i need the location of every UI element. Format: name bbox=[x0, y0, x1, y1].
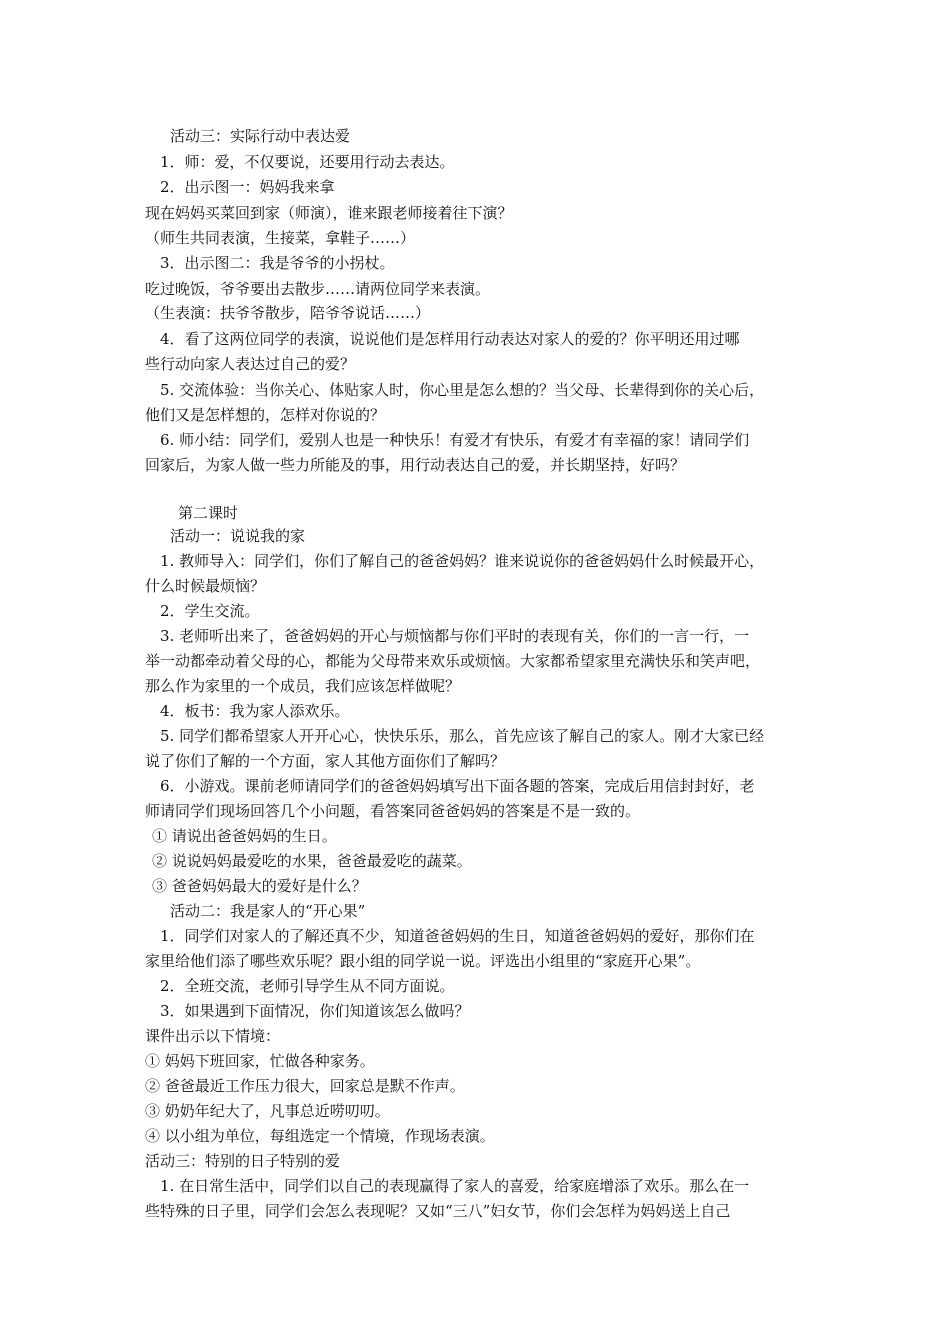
text-line: 1. 在日常生活中，同学们以自己的表现赢得了家人的喜爱，给家庭增添了欢乐。那么在一 bbox=[160, 1177, 750, 1195]
list-item: ③ 奶奶年纪大了，凡事总近唠叨叨。 bbox=[145, 1102, 390, 1120]
text-line: （师生共同表演，生接菜，拿鞋子……） bbox=[145, 229, 416, 247]
text-line: 6. 师小结：同学们，爱别人也是一种快乐！有爱才有快乐，有爱才有幸福的家！请同学们 bbox=[160, 431, 750, 449]
text-line: 活动一：说说我的家 bbox=[170, 527, 306, 545]
text-line: 2．出示图一：妈妈我来拿 bbox=[160, 178, 335, 196]
text-line: 家里给他们添了哪些欢乐呢？跟小组的同学说一说。评选出小组里的“家庭开心果”。 bbox=[145, 952, 701, 970]
text-line: 1．师：爱，不仅要说，还要用行动去表达。 bbox=[160, 153, 455, 171]
text-line: 3．出示图二：我是爷爷的小拐杖。 bbox=[160, 254, 395, 272]
text-line: 活动三：特别的日子特别的爱 bbox=[145, 1152, 341, 1170]
list-item: ④ 以小组为单位，每组选定一个情境，作现场表演。 bbox=[145, 1127, 495, 1145]
text-line: 1. 教师导入：同学们，你们了解自己的爸爸妈妈？谁来说说你的爸爸妈妈什么时候最开心， bbox=[160, 552, 765, 570]
text-line: 吃过晚饭，爷爷要出去散步……请两位同学来表演。 bbox=[145, 280, 491, 298]
text-line: 什么时候最烦恼？ bbox=[145, 577, 266, 595]
list-item: ① 请说出爸爸妈妈的生日。 bbox=[152, 827, 337, 845]
text-line: 3. 老师听出来了，爸爸妈妈的开心与烦恼都与你们平时的表现有关，你们的一言一行，一 bbox=[160, 627, 750, 645]
text-line: 1．同学们对家人的了解还真不少，知道爸爸妈妈的生日，知道爸爸妈妈的爱好，那你们在 bbox=[160, 927, 755, 945]
text-line: 4．看了这两位同学的表演，说说他们是怎样用行动表达对家人的爱的？你平明还用过哪 bbox=[160, 330, 740, 348]
text-line: 说了你们了解的一个方面，家人其他方面你们了解吗？ bbox=[145, 752, 506, 770]
text-line: 师请同学们现场回答几个小问题，看答案同爸爸妈妈的答案是不是一致的。 bbox=[145, 802, 641, 820]
text-line: （生表演：扶爷爷散步，陪爷爷说话……） bbox=[145, 304, 431, 322]
list-item: ② 说说妈妈最爱吃的水果，爸爸最爱吃的蔬菜。 bbox=[152, 852, 472, 870]
text-line: 活动二：我是家人的“开心果” bbox=[170, 902, 366, 920]
text-line: 3．如果遇到下面情况，你们知道该怎么做吗？ bbox=[160, 1002, 470, 1020]
text-line: 举一动都牵动着父母的心，都能为父母带来欢乐或烦恼。大家都希望家里充满快乐和笑声吧， bbox=[145, 652, 761, 670]
text-line: 现在妈妈买菜回到家（师演），谁来跟老师接着往下演？ bbox=[145, 204, 513, 222]
text-line: 那么作为家里的一个成员，我们应该怎样做呢？ bbox=[145, 677, 461, 695]
text-line: 2．全班交流，老师引导学生从不同方面说。 bbox=[160, 977, 455, 995]
list-item: ② 爸爸最近工作压力很大，回家总是默不作声。 bbox=[145, 1077, 465, 1095]
list-item: ① 妈妈下班回家，忙做各种家务。 bbox=[145, 1052, 375, 1070]
text-line: 课件出示以下情境： bbox=[145, 1027, 281, 1045]
text-line: 些特殊的日子里，同学们会怎么表现呢？又如“三八”妇女节，你们会怎样为妈妈送上自己 bbox=[145, 1202, 731, 1220]
text-line: 回家后，为家人做一些力所能及的事，用行动表达自己的爱，并长期坚持，好吗？ bbox=[145, 456, 686, 474]
section-heading: 第二课时 bbox=[178, 504, 239, 522]
text-line: 6．小游戏。课前老师请同学们的爸爸妈妈填写出下面各题的答案，完成后用信封封好，老 bbox=[160, 777, 755, 795]
text-line: 5. 同学们都希望家人开开心心，快快乐乐，那么，首先应该了解自己的家人。刚才大家已经 bbox=[160, 727, 765, 745]
text-line: 活动三：实际行动中表达爱 bbox=[170, 127, 351, 145]
list-item: ③ 爸爸妈妈最大的爱好是什么？ bbox=[152, 877, 367, 895]
text-line: 5. 交流体验：当你关心、体贴家人时，你心里是怎么想的？当父母、长辈得到你的关心后， bbox=[160, 381, 765, 399]
text-line: 4．板书：我为家人添欢乐。 bbox=[160, 702, 350, 720]
text-line: 2．学生交流。 bbox=[160, 602, 260, 620]
text-line: 些行动向家人表达过自己的爱？ bbox=[145, 355, 356, 373]
text-line: 他们又是怎样想的，怎样对你说的？ bbox=[145, 406, 386, 424]
